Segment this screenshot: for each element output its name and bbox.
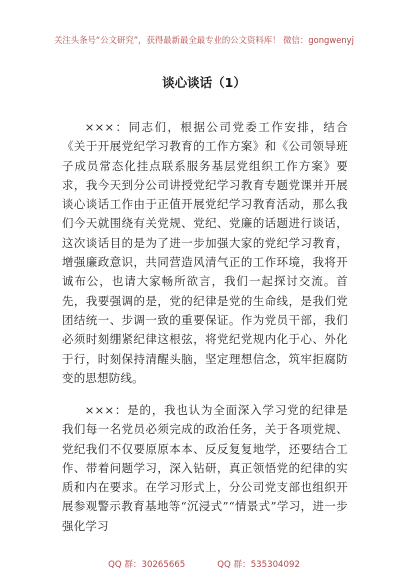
- paragraph-1: ×××：同志们，根据公司党委工作安排，结合《关于开展党纪学习教育的工作方案》和《公司领导班子成员常态化挂点联系服务基层党组织工作方案》要求，我今天到分公司讲授党纪学习教育专题党课并开展谈心谈话工作由于正值开展党纪学习教育活动，那么我们今天就围绕有关党规、党纪、党廉的话题进行谈话，这次谈话目的是为了进一步加强大家的党纪学习教育，增强廉政意识，共同营造风清气正的工作环境，我将开诚布公，也请大家畅所欲言，我们一起探讨交流。首先，我要强调的是，党的纪律是党的生命线，是我们党团结统一、步调一致的重要保证。作为党员干部，我们必须时刻绷紧纪律这根弦，将党纪党规内化于心、外化于行，时刻保持清醒头脑，坚定理想信念，筑牢拒腐防变的思想防线。: [62, 120, 348, 385]
- qq-group-2: QQ 群：535304092: [217, 560, 300, 570]
- paragraph-2: ×××：是的，我也认为全面深入学习党的纪律是我们每一名党员必须完成的政治任务，关于各项党规、党纪我们不仅要原原本本、反反复复地学，还要结合工作、带着问题学习，深入钻研，真正领悟党的纪律的实质和内在要求。在学习形式上，分公司党支部也组织开展参观警示教育基地等“沉浸式”“情景式”学习，进一步强化学习: [62, 403, 348, 533]
- header-promo-note: 关注头条号“公文研究”，获得最新最全最专业的公文资料库！ 微信：gongwenyj: [54, 35, 354, 45]
- document-title: 谈心谈话（1）: [162, 75, 246, 90]
- footer-contact: [0, 558, 408, 570]
- qq-group-1: QQ 群：30265665: [108, 560, 186, 570]
